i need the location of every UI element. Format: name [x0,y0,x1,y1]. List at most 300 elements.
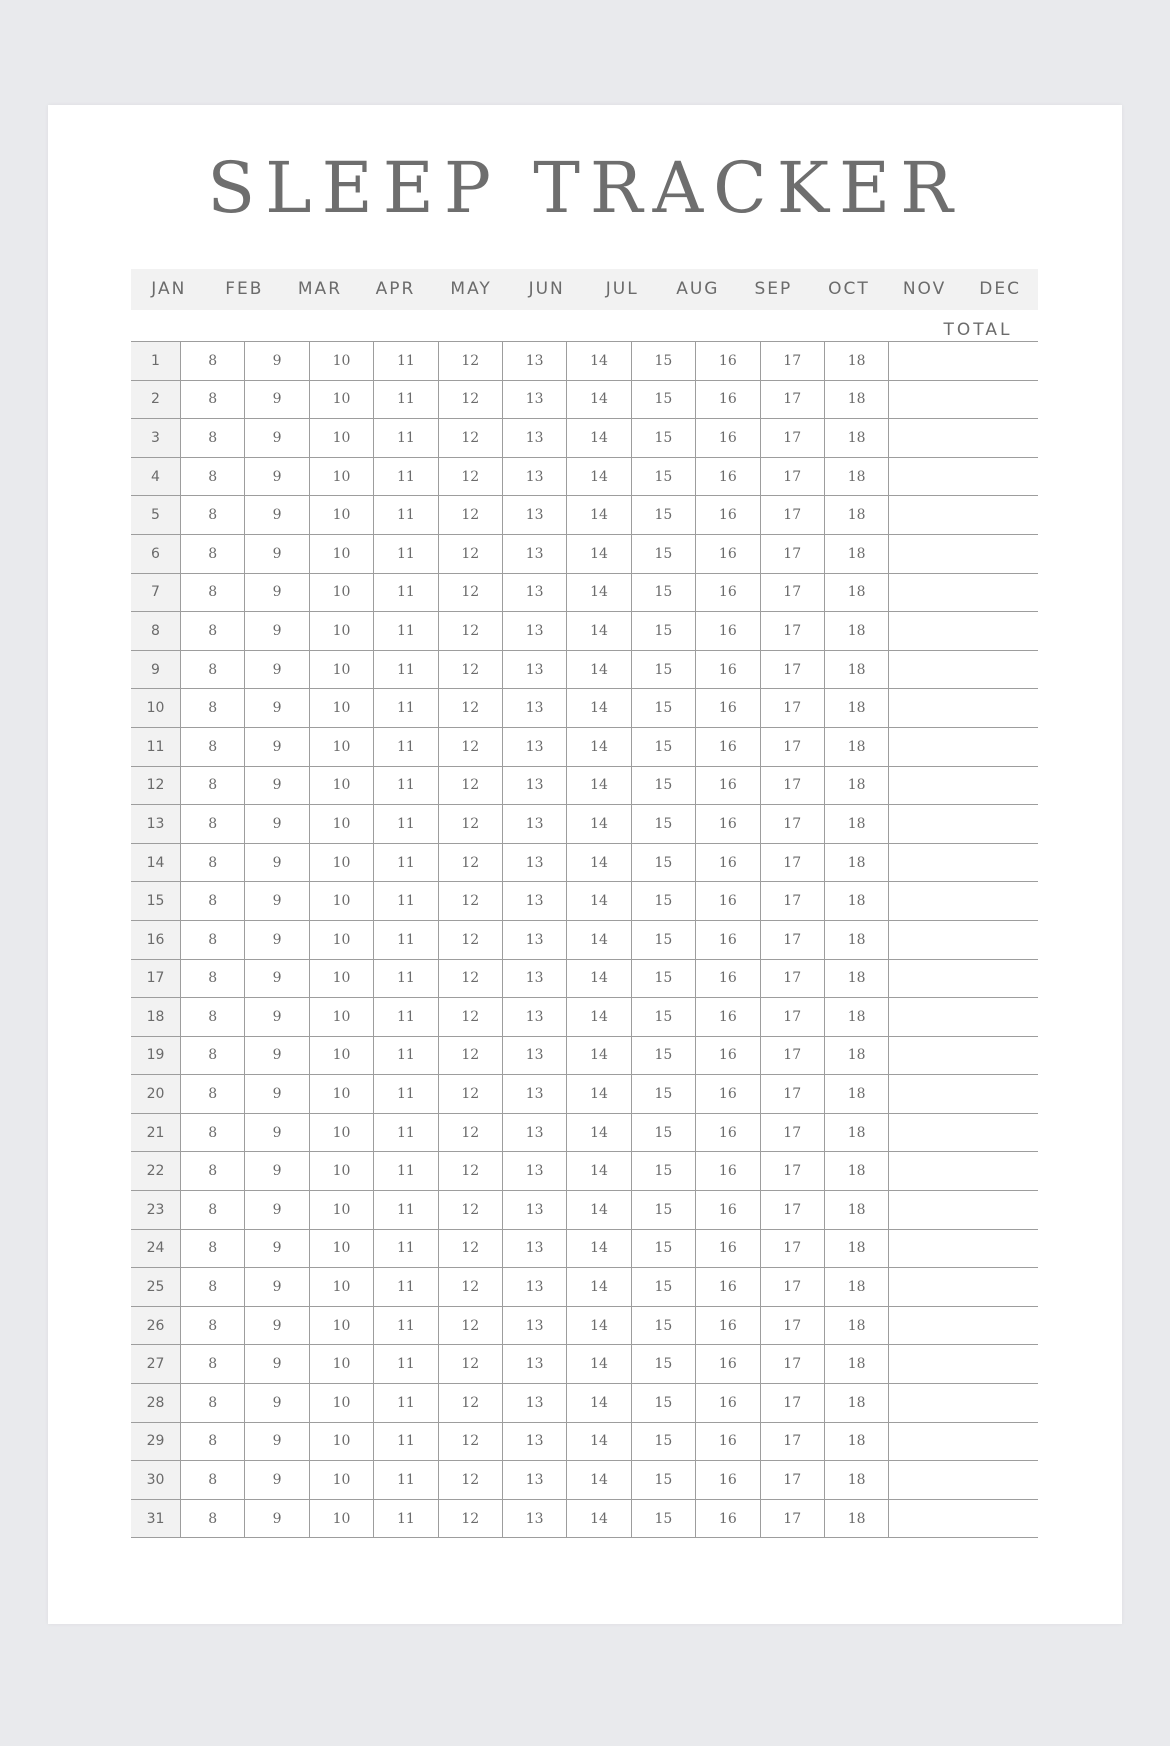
hour-cell[interactable]: 9 [244,1230,308,1268]
hour-cell[interactable]: 16 [695,574,759,612]
hour-cell[interactable]: 10 [309,689,373,727]
hour-cell[interactable]: 18 [824,381,888,419]
hour-cell[interactable]: 14 [566,767,630,805]
hour-cell[interactable]: 10 [309,1500,373,1538]
hour-cell[interactable]: 10 [309,496,373,534]
hour-cell[interactable]: 11 [373,1384,437,1422]
hour-cell[interactable]: 17 [760,651,824,689]
hour-cell[interactable]: 14 [566,419,630,457]
hour-cell[interactable]: 9 [244,1152,308,1190]
hour-cell[interactable]: 10 [309,728,373,766]
hour-cell[interactable]: 17 [760,1268,824,1306]
hour-cell[interactable]: 11 [373,342,437,380]
total-cell[interactable] [888,998,1038,1036]
hour-cell[interactable]: 13 [502,458,566,496]
hour-cell[interactable]: 10 [309,419,373,457]
hour-cell[interactable]: 15 [631,1152,695,1190]
hour-cell[interactable]: 17 [760,1191,824,1229]
hour-cell[interactable]: 18 [824,1345,888,1383]
hour-cell[interactable]: 15 [631,496,695,534]
hour-cell[interactable]: 9 [244,496,308,534]
hour-cell[interactable]: 13 [502,998,566,1036]
hour-cell[interactable]: 14 [566,1461,630,1499]
hour-cell[interactable]: 12 [438,651,502,689]
hour-cell[interactable]: 17 [760,805,824,843]
hour-cell[interactable]: 18 [824,651,888,689]
hour-cell[interactable]: 11 [373,419,437,457]
hour-cell[interactable]: 15 [631,1037,695,1075]
hour-cell[interactable]: 18 [824,1037,888,1075]
hour-cell[interactable]: 18 [824,1191,888,1229]
hour-cell[interactable]: 12 [438,1230,502,1268]
hour-cell[interactable]: 15 [631,1230,695,1268]
hour-cell[interactable]: 18 [824,458,888,496]
hour-cell[interactable]: 8 [180,1191,244,1229]
hour-cell[interactable]: 12 [438,1114,502,1152]
hour-cell[interactable]: 17 [760,1230,824,1268]
hour-cell[interactable]: 8 [180,998,244,1036]
hour-cell[interactable]: 15 [631,535,695,573]
hour-cell[interactable]: 8 [180,844,244,882]
hour-cell[interactable]: 16 [695,805,759,843]
hour-cell[interactable]: 16 [695,1114,759,1152]
hour-cell[interactable]: 12 [438,805,502,843]
total-cell[interactable] [888,882,1038,920]
hour-cell[interactable]: 16 [695,612,759,650]
hour-cell[interactable]: 15 [631,419,695,457]
hour-cell[interactable]: 12 [438,1268,502,1306]
hour-cell[interactable]: 16 [695,381,759,419]
hour-cell[interactable]: 8 [180,921,244,959]
hour-cell[interactable]: 10 [309,1152,373,1190]
hour-cell[interactable]: 9 [244,1500,308,1538]
hour-cell[interactable]: 16 [695,689,759,727]
hour-cell[interactable]: 12 [438,1384,502,1422]
hour-cell[interactable]: 9 [244,728,308,766]
hour-cell[interactable]: 15 [631,1345,695,1383]
hour-cell[interactable]: 18 [824,1268,888,1306]
hour-cell[interactable]: 15 [631,728,695,766]
hour-cell[interactable]: 11 [373,882,437,920]
hour-cell[interactable]: 18 [824,998,888,1036]
hour-cell[interactable]: 16 [695,1423,759,1461]
hour-cell[interactable]: 18 [824,612,888,650]
hour-cell[interactable]: 16 [695,844,759,882]
hour-cell[interactable]: 15 [631,998,695,1036]
hour-cell[interactable]: 13 [502,1307,566,1345]
hour-cell[interactable]: 18 [824,960,888,998]
hour-cell[interactable]: 8 [180,767,244,805]
hour-cell[interactable]: 11 [373,1114,437,1152]
hour-cell[interactable]: 8 [180,728,244,766]
hour-cell[interactable]: 13 [502,728,566,766]
hour-cell[interactable]: 17 [760,1037,824,1075]
hour-cell[interactable]: 13 [502,767,566,805]
hour-cell[interactable]: 15 [631,1500,695,1538]
hour-cell[interactable]: 9 [244,921,308,959]
hour-cell[interactable]: 8 [180,458,244,496]
hour-cell[interactable]: 18 [824,805,888,843]
hour-cell[interactable]: 14 [566,805,630,843]
hour-cell[interactable]: 14 [566,651,630,689]
hour-cell[interactable]: 14 [566,1114,630,1152]
total-cell[interactable] [888,805,1038,843]
hour-cell[interactable]: 18 [824,689,888,727]
total-cell[interactable] [888,496,1038,534]
hour-cell[interactable]: 8 [180,1230,244,1268]
hour-cell[interactable]: 10 [309,1345,373,1383]
hour-cell[interactable]: 17 [760,612,824,650]
hour-cell[interactable]: 18 [824,1423,888,1461]
total-cell[interactable] [888,1461,1038,1499]
hour-cell[interactable]: 10 [309,1114,373,1152]
hour-cell[interactable]: 9 [244,1307,308,1345]
hour-cell[interactable]: 14 [566,689,630,727]
hour-cell[interactable]: 11 [373,496,437,534]
hour-cell[interactable]: 11 [373,612,437,650]
hour-cell[interactable]: 10 [309,1037,373,1075]
hour-cell[interactable]: 8 [180,496,244,534]
hour-cell[interactable]: 14 [566,728,630,766]
hour-cell[interactable]: 14 [566,960,630,998]
hour-cell[interactable]: 12 [438,574,502,612]
hour-cell[interactable]: 16 [695,921,759,959]
hour-cell[interactable]: 17 [760,1307,824,1345]
hour-cell[interactable]: 17 [760,921,824,959]
hour-cell[interactable]: 17 [760,1384,824,1422]
hour-cell[interactable]: 10 [309,844,373,882]
hour-cell[interactable]: 11 [373,1307,437,1345]
hour-cell[interactable]: 14 [566,1423,630,1461]
hour-cell[interactable]: 15 [631,574,695,612]
hour-cell[interactable]: 10 [309,1268,373,1306]
hour-cell[interactable]: 12 [438,1423,502,1461]
hour-cell[interactable]: 15 [631,1384,695,1422]
hour-cell[interactable]: 12 [438,381,502,419]
hour-cell[interactable]: 10 [309,1384,373,1422]
hour-cell[interactable]: 13 [502,1423,566,1461]
hour-cell[interactable]: 14 [566,1345,630,1383]
total-cell[interactable] [888,1230,1038,1268]
hour-cell[interactable]: 11 [373,1345,437,1383]
total-cell[interactable] [888,767,1038,805]
hour-cell[interactable]: 16 [695,1152,759,1190]
hour-cell[interactable]: 14 [566,1500,630,1538]
hour-cell[interactable]: 9 [244,844,308,882]
hour-cell[interactable]: 16 [695,535,759,573]
hour-cell[interactable]: 14 [566,1191,630,1229]
hour-cell[interactable]: 15 [631,1461,695,1499]
total-cell[interactable] [888,1384,1038,1422]
hour-cell[interactable]: 8 [180,960,244,998]
hour-cell[interactable]: 14 [566,1075,630,1113]
hour-cell[interactable]: 9 [244,1461,308,1499]
hour-cell[interactable]: 13 [502,960,566,998]
hour-cell[interactable]: 9 [244,882,308,920]
hour-cell[interactable]: 17 [760,1345,824,1383]
hour-cell[interactable]: 16 [695,651,759,689]
hour-cell[interactable]: 8 [180,651,244,689]
total-cell[interactable] [888,574,1038,612]
hour-cell[interactable]: 12 [438,844,502,882]
hour-cell[interactable]: 18 [824,921,888,959]
hour-cell[interactable]: 10 [309,767,373,805]
total-cell[interactable] [888,419,1038,457]
hour-cell[interactable]: 8 [180,1307,244,1345]
hour-cell[interactable]: 11 [373,1075,437,1113]
hour-cell[interactable]: 15 [631,805,695,843]
hour-cell[interactable]: 17 [760,882,824,920]
hour-cell[interactable]: 8 [180,381,244,419]
hour-cell[interactable]: 15 [631,1114,695,1152]
hour-cell[interactable]: 17 [760,1152,824,1190]
hour-cell[interactable]: 12 [438,767,502,805]
hour-cell[interactable]: 9 [244,612,308,650]
hour-cell[interactable]: 18 [824,1461,888,1499]
hour-cell[interactable]: 13 [502,419,566,457]
hour-cell[interactable]: 11 [373,458,437,496]
hour-cell[interactable]: 13 [502,844,566,882]
hour-cell[interactable]: 12 [438,1037,502,1075]
hour-cell[interactable]: 9 [244,805,308,843]
hour-cell[interactable]: 10 [309,1307,373,1345]
hour-cell[interactable]: 11 [373,1191,437,1229]
hour-cell[interactable]: 10 [309,1461,373,1499]
hour-cell[interactable]: 8 [180,1345,244,1383]
hour-cell[interactable]: 11 [373,1500,437,1538]
hour-cell[interactable]: 10 [309,998,373,1036]
hour-cell[interactable]: 15 [631,844,695,882]
hour-cell[interactable]: 13 [502,381,566,419]
hour-cell[interactable]: 10 [309,535,373,573]
hour-cell[interactable]: 18 [824,767,888,805]
hour-cell[interactable]: 16 [695,960,759,998]
hour-cell[interactable]: 12 [438,1500,502,1538]
hour-cell[interactable]: 13 [502,496,566,534]
hour-cell[interactable]: 9 [244,1075,308,1113]
total-cell[interactable] [888,1191,1038,1229]
hour-cell[interactable]: 16 [695,1037,759,1075]
hour-cell[interactable]: 10 [309,342,373,380]
hour-cell[interactable]: 16 [695,458,759,496]
hour-cell[interactable]: 12 [438,342,502,380]
hour-cell[interactable]: 8 [180,1500,244,1538]
hour-cell[interactable]: 17 [760,998,824,1036]
hour-cell[interactable]: 17 [760,419,824,457]
hour-cell[interactable]: 15 [631,1268,695,1306]
hour-cell[interactable]: 8 [180,1037,244,1075]
hour-cell[interactable]: 9 [244,1384,308,1422]
hour-cell[interactable]: 11 [373,689,437,727]
hour-cell[interactable]: 14 [566,342,630,380]
hour-cell[interactable]: 16 [695,767,759,805]
hour-cell[interactable]: 14 [566,1230,630,1268]
hour-cell[interactable]: 17 [760,1461,824,1499]
total-cell[interactable] [888,342,1038,380]
hour-cell[interactable]: 14 [566,1307,630,1345]
hour-cell[interactable]: 16 [695,1461,759,1499]
hour-cell[interactable]: 15 [631,651,695,689]
hour-cell[interactable]: 10 [309,458,373,496]
hour-cell[interactable]: 18 [824,1384,888,1422]
hour-cell[interactable]: 17 [760,1075,824,1113]
hour-cell[interactable]: 13 [502,612,566,650]
hour-cell[interactable]: 17 [760,381,824,419]
hour-cell[interactable]: 8 [180,1075,244,1113]
hour-cell[interactable]: 9 [244,998,308,1036]
hour-cell[interactable]: 9 [244,381,308,419]
hour-cell[interactable]: 13 [502,1037,566,1075]
hour-cell[interactable]: 17 [760,458,824,496]
hour-cell[interactable]: 13 [502,1345,566,1383]
hour-cell[interactable]: 17 [760,496,824,534]
hour-cell[interactable]: 17 [760,689,824,727]
hour-cell[interactable]: 17 [760,960,824,998]
hour-cell[interactable]: 18 [824,844,888,882]
hour-cell[interactable]: 9 [244,1423,308,1461]
hour-cell[interactable]: 11 [373,535,437,573]
hour-cell[interactable]: 17 [760,574,824,612]
hour-cell[interactable]: 11 [373,960,437,998]
hour-cell[interactable]: 14 [566,1268,630,1306]
hour-cell[interactable]: 15 [631,1423,695,1461]
hour-cell[interactable]: 14 [566,458,630,496]
hour-cell[interactable]: 18 [824,496,888,534]
hour-cell[interactable]: 14 [566,535,630,573]
total-cell[interactable] [888,1307,1038,1345]
hour-cell[interactable]: 10 [309,1230,373,1268]
hour-cell[interactable]: 18 [824,535,888,573]
hour-cell[interactable]: 11 [373,1461,437,1499]
hour-cell[interactable]: 18 [824,419,888,457]
hour-cell[interactable]: 16 [695,1075,759,1113]
hour-cell[interactable]: 14 [566,1037,630,1075]
hour-cell[interactable]: 15 [631,1075,695,1113]
hour-cell[interactable]: 10 [309,1191,373,1229]
hour-cell[interactable]: 8 [180,342,244,380]
hour-cell[interactable]: 13 [502,921,566,959]
hour-cell[interactable]: 9 [244,960,308,998]
hour-cell[interactable]: 17 [760,1114,824,1152]
hour-cell[interactable]: 12 [438,1152,502,1190]
hour-cell[interactable]: 16 [695,1345,759,1383]
hour-cell[interactable]: 10 [309,1423,373,1461]
total-cell[interactable] [888,1152,1038,1190]
hour-cell[interactable]: 16 [695,1307,759,1345]
hour-cell[interactable]: 9 [244,1268,308,1306]
hour-cell[interactable]: 8 [180,805,244,843]
hour-cell[interactable]: 17 [760,767,824,805]
hour-cell[interactable]: 12 [438,960,502,998]
total-cell[interactable] [888,1345,1038,1383]
hour-cell[interactable]: 15 [631,882,695,920]
hour-cell[interactable]: 16 [695,1230,759,1268]
hour-cell[interactable]: 14 [566,612,630,650]
hour-cell[interactable]: 16 [695,882,759,920]
hour-cell[interactable]: 9 [244,651,308,689]
hour-cell[interactable]: 11 [373,651,437,689]
hour-cell[interactable]: 8 [180,535,244,573]
hour-cell[interactable]: 12 [438,1461,502,1499]
hour-cell[interactable]: 8 [180,574,244,612]
total-cell[interactable] [888,844,1038,882]
hour-cell[interactable]: 10 [309,960,373,998]
hour-cell[interactable]: 9 [244,574,308,612]
hour-cell[interactable]: 15 [631,458,695,496]
hour-cell[interactable]: 13 [502,1268,566,1306]
hour-cell[interactable]: 11 [373,1152,437,1190]
hour-cell[interactable]: 9 [244,535,308,573]
hour-cell[interactable]: 13 [502,1384,566,1422]
total-cell[interactable] [888,381,1038,419]
hour-cell[interactable]: 18 [824,882,888,920]
hour-cell[interactable]: 12 [438,458,502,496]
hour-cell[interactable]: 12 [438,1075,502,1113]
hour-cell[interactable]: 13 [502,882,566,920]
hour-cell[interactable]: 12 [438,689,502,727]
hour-cell[interactable]: 8 [180,612,244,650]
hour-cell[interactable]: 14 [566,998,630,1036]
hour-cell[interactable]: 13 [502,574,566,612]
hour-cell[interactable]: 11 [373,381,437,419]
hour-cell[interactable]: 15 [631,342,695,380]
hour-cell[interactable]: 13 [502,1230,566,1268]
hour-cell[interactable]: 15 [631,612,695,650]
hour-cell[interactable]: 15 [631,381,695,419]
hour-cell[interactable]: 11 [373,1268,437,1306]
hour-cell[interactable]: 8 [180,689,244,727]
hour-cell[interactable]: 17 [760,1500,824,1538]
total-cell[interactable] [888,1423,1038,1461]
hour-cell[interactable]: 11 [373,921,437,959]
hour-cell[interactable]: 12 [438,921,502,959]
hour-cell[interactable]: 15 [631,1307,695,1345]
hour-cell[interactable]: 12 [438,535,502,573]
hour-cell[interactable]: 14 [566,574,630,612]
hour-cell[interactable]: 12 [438,496,502,534]
hour-cell[interactable]: 16 [695,342,759,380]
hour-cell[interactable]: 11 [373,844,437,882]
hour-cell[interactable]: 16 [695,1268,759,1306]
hour-cell[interactable]: 18 [824,1152,888,1190]
hour-cell[interactable]: 17 [760,844,824,882]
hour-cell[interactable]: 15 [631,960,695,998]
hour-cell[interactable]: 8 [180,1152,244,1190]
hour-cell[interactable]: 10 [309,882,373,920]
hour-cell[interactable]: 10 [309,381,373,419]
hour-cell[interactable]: 15 [631,767,695,805]
hour-cell[interactable]: 17 [760,1423,824,1461]
total-cell[interactable] [888,1037,1038,1075]
hour-cell[interactable]: 12 [438,1307,502,1345]
hour-cell[interactable]: 9 [244,689,308,727]
hour-cell[interactable]: 9 [244,1345,308,1383]
total-cell[interactable] [888,1500,1038,1538]
hour-cell[interactable]: 9 [244,342,308,380]
hour-cell[interactable]: 8 [180,1461,244,1499]
hour-cell[interactable]: 18 [824,342,888,380]
total-cell[interactable] [888,1075,1038,1113]
hour-cell[interactable]: 16 [695,1384,759,1422]
hour-cell[interactable]: 9 [244,767,308,805]
hour-cell[interactable]: 18 [824,574,888,612]
hour-cell[interactable]: 13 [502,1075,566,1113]
hour-cell[interactable]: 18 [824,1230,888,1268]
hour-cell[interactable]: 9 [244,1191,308,1229]
total-cell[interactable] [888,1268,1038,1306]
hour-cell[interactable]: 13 [502,689,566,727]
hour-cell[interactable]: 13 [502,651,566,689]
